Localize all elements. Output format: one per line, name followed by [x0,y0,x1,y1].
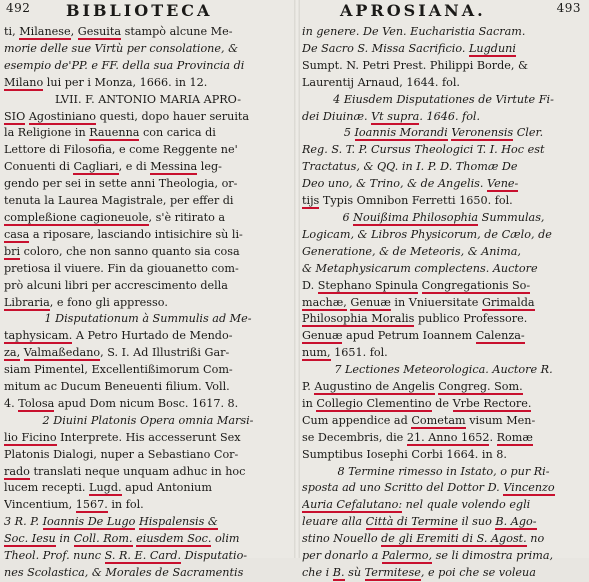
text-line: Sumptibus Iosephi Corbi 1664. in 8. [302,447,507,461]
highlighted-term: Libraria [4,295,50,309]
text-line: D. Stephano Spinula Congregationis So- [302,278,531,292]
text-line: De Sacro S. Missa Sacrificio. Lugduni [302,41,516,55]
text-line: 7 Lectiones Meteorologica. Auctore R. [334,363,553,377]
text-line: dei Diuinæ. Vt supra. 1646. fol. [302,109,481,123]
highlighted-term: S. R. E. Card. [104,549,182,563]
text-line: se Decembris, die 21. Anno 1652. Romæ [302,430,533,444]
text-line: Conuenti di Cagliari, e di Messina leg- [4,160,222,174]
highlighted-term: Gesuita [77,25,122,38]
highlighted-term: bri [4,244,21,258]
highlighted-term: Agostiniano [28,109,97,123]
highlighted-term: Milano [4,75,44,89]
highlighted-term: Messina [150,160,198,174]
highlighted-term: lio Ficino [4,430,57,444]
text-line: 3 R. P. Ioannis De Lugo Hispalensis & [4,515,218,529]
highlighted-term: Rauenna [89,126,140,140]
left-running-title: BIBLIOTECA [66,1,213,20]
highlighted-term: Congreg. Som. [438,380,523,394]
text-line: sposta ad uno Scritto del Dottor D. Vincenzo [302,481,555,495]
highlighted-term: SIO [4,109,26,123]
highlighted-term: B. Ago- [495,515,537,529]
highlighted-term: Città di Termine [365,515,458,529]
right-page-number: 493 [556,1,581,15]
text-line: casa a riposare, lasciando intisichire sù li- [4,227,243,241]
text-line: 5 Ioannis Morandi Veronensis Cler. [343,126,544,140]
highlighted-term: Termitese [364,566,421,579]
highlighted-term: Genuæ [350,295,391,309]
text-line: Tractatus, & QQ. in I. P. D. Thomæ De [302,160,518,174]
highlighted-term: Valmaßedano [23,346,101,360]
text-line: Platonis Dialogi, nuper a Sebastiano Cor- [4,447,239,461]
highlighted-term: Philosophia Moralis [302,312,415,326]
highlighted-term: Palermo, [381,549,433,563]
highlighted-term: Vrbe Rectore. [452,396,532,410]
highlighted-term: Augustino de Angelis [314,380,435,394]
text-line: compleßione cagioneuole, s'è ritirato a [4,210,226,224]
text-line: leuare alla Città di Termine il suo B. Ago- [302,515,537,529]
text-line: 4 Eiusdem Disputationes de Virtute Fi- [333,92,554,106]
text-line: lucem recepti. Lugd. apud Antonium [4,481,212,495]
text-line: SIO Agostiniano questi, dopo hauer seruita [4,109,250,123]
highlighted-term: Vt supra [371,109,420,123]
highlighted-term: num, [302,346,331,360]
text-line: 8 Termine rimesso in Istato, o pur Ri- [337,464,550,478]
right-running-title: APROSIANA. [340,1,486,20]
text-line: Logicam, & Libros Physicorum, de Cælo, de [302,227,552,241]
text-line: Cum appendice ad Cometam visum Men- [302,413,536,427]
text-line: 6 Nouißima Philosophia Summulas, [342,210,545,224]
highlighted-term: Grimalda [481,295,535,309]
text-line: Deo uno, & Trino, & de Angelis. Vene- [302,177,519,191]
text-line: Libraria, e fono gli appresso. [4,295,168,309]
text-line: 2 Diuini Platonis Opera omnia Marsi- [42,413,254,427]
highlighted-term: Coll. Rom. [73,532,133,546]
text-line: che i B. sù Termitese, e poi che se voleua [302,566,536,579]
text-line: in Collegio Clementino de Vrbe Rectore. [302,396,532,410]
highlighted-term: Nouißima Philosophia [353,210,479,224]
highlighted-term: taphysicam. [4,329,73,343]
highlighted-term: Lugduni [469,41,516,55]
highlighted-term: tijs [302,194,320,208]
text-line: esempio de'PP. e FF. della sua Provincia di [4,58,245,72]
text-line: tijs Typis Omnibon Ferretti 1650. fol. [302,194,513,208]
text-line: LVII. F. ANTONIO MARIA APRO- [54,92,242,106]
text-line: nes Scolastica, & Morales de Sacramentis [4,566,244,579]
text-line: Sumpt. N. Petri Prest. Philippi Borde, & [302,58,528,72]
text-line: & Metaphysicarum complectens. Auctore [302,261,538,275]
text-line: Laurentij Arnaud, 1644. fol. [302,75,460,89]
text-line: lio Ficino Interprete. His accesserunt Sex [4,430,241,444]
text-line: mitum ac Ducum Beneuenti filium. Voll. [4,380,230,394]
highlighted-term: 21. Anno 1652 [406,430,490,444]
highlighted-term: Tolosa [18,396,55,410]
text-line: ti, Milanese, Gesuita stampò alcune Me- [4,25,233,38]
highlighted-term: Genuæ [302,329,343,343]
text-line: num, 1651. fol. [302,346,388,360]
page-header [0,1,589,23]
highlighted-term: casa [4,227,30,241]
highlighted-term: Cagliari [73,160,119,174]
text-line: pretiosa il viuere. Fin da giouanetto com- [4,261,239,275]
text-line: tenuta la Laurea Magistrale, per effer di [4,194,234,208]
text-line: prò alcuni libri per accrescimento della [4,278,228,292]
text-line: P. Augustino de Angelis Congreg. Som. [302,380,523,394]
highlighted-term: Vincenzo [503,481,555,495]
highlighted-term: Cometam [411,413,466,427]
highlighted-term: za, [4,346,21,360]
left-page-number: 492 [6,1,31,15]
text-line: bri coloro, che non sanno quanto sia cosa [4,244,240,258]
text-line: Genuæ apud Petrum Ioannem Calenza- [302,329,525,343]
highlighted-term: Stephano Spinula [317,278,419,292]
highlighted-term: Soc. Iesu [4,532,56,546]
highlighted-term: de gli Eremiti di S. Agost. [381,532,527,546]
text-line: rado translati neque unquam adhuc in hoc [4,464,246,478]
highlighted-term: rado [4,464,30,478]
text-line: Generatione, & de Meteoris, & Anima, [302,244,521,258]
highlighted-term: Collegio Clementino [316,396,432,410]
highlighted-term: Veronensis [451,126,514,140]
text-line: morie delle sue Virtù per consolatione, & [4,41,239,55]
highlighted-term: Calenza- [475,329,525,343]
text-line: in genere. De Ven. Eucharistia Sacram. [302,25,526,38]
highlighted-term: Milanese [19,25,71,38]
highlighted-term: compleßione cagioneuole [4,210,149,224]
text-line: za, Valmaßedano, S. I. Ad Illustrißi Gar- [4,346,230,360]
text-line: Reg. S. T. P. Cursus Theologici T. I. Hoc est [302,143,545,157]
highlighted-term: B. [332,566,345,579]
text-line: gendo per sei in sette anni Theologia, or- [4,177,238,191]
highlighted-term: Romæ [496,430,533,444]
highlighted-term: Ioannis De Lugo [42,515,136,529]
highlighted-term: Auria Cefalutano: [302,498,403,512]
text-line: per donarlo a Palermo, se li dimostra prima, [302,549,554,563]
text-line: Soc. Iesu in Coll. Rom. eiusdem Soc. olim [4,532,240,546]
left-page-text [4,24,292,582]
text-line: 4. Tolosa apud Dom nicum Bosc. 1617. 8. [4,396,239,410]
text-line: taphysicam. A Petro Hurtado de Mendo- [4,329,233,343]
text-line: Vincentium, 1567. in fol. [4,498,144,512]
text-line: Milano lui per i Monza, 1666. in 12. [4,75,208,89]
highlighted-term: Lugd. [89,481,122,495]
highlighted-term: Vene- [487,177,519,191]
highlighted-term: Ioannis Morandi [354,126,448,140]
highlighted-term: Hispalensis & [138,515,218,529]
highlighted-term: Congregationis So- [421,278,531,292]
text-line: Lettore di Filosofia, e come Reggente ne' [4,143,238,157]
highlighted-term: 1567. [75,498,108,512]
book-gutter [294,0,300,558]
text-line: stino Nouello de gli Eremiti di S. Agost. no [302,532,545,546]
highlighted-term: eiusdem Soc. [136,532,212,546]
text-line: la Religione in Rauenna con carica di [4,126,216,140]
text-line: Philosophia Moralis publico Professore. [302,312,528,326]
text-line: siam Pimentel, Excellentißimorum Com- [4,363,233,377]
highlighted-term: machæ, [302,295,347,309]
text-line: Theol. Prof. nunc S. R. E. Card. Disputatio- [4,549,248,563]
text-line: machæ, Genuæ in Vniuersitate Grimalda [302,295,535,309]
text-line: 1 Disputationum à Summulis ad Me- [44,312,252,326]
right-page-text [302,24,585,582]
text-line: Auria Cefalutano: nel quale volendo egli [302,498,531,512]
